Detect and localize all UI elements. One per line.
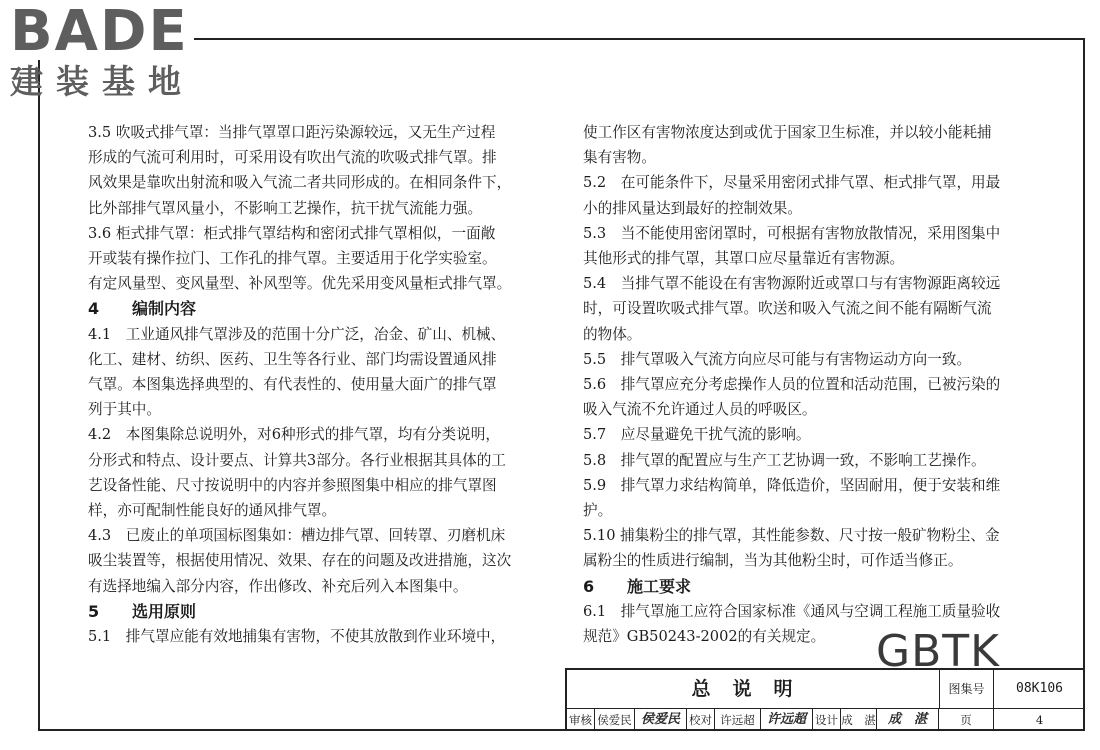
checker-name: 许远超	[715, 709, 761, 731]
section-heading	[88, 296, 558, 321]
paragraph: 5.3 当不能使用密闭罩时，可根据有害物放散情况，采用图集中 其他形式的排气罩，其罩口应尽量靠近有害物源。	[583, 224, 1001, 268]
section-number: 6	[583, 576, 595, 596]
paragraph: 4.1 工业通风排气罩涉及的范围十分广泛，冶金、矿山、机械、 化工、建材、纺织、医药、卫生等各行业、部门均需设置通风排 气罩。本图集选择典型的、有代表性的、使用量大面广的排气罩 列于其中。	[88, 325, 506, 419]
page-label: 页	[939, 709, 994, 731]
logo-subtitle: 建装基地	[10, 62, 194, 101]
paragraph: 6.1 排气罩施工应符合国家标准《通风与空调工程施工质量验收 规范》GB50243-2002的有关规定。	[583, 602, 1001, 646]
designer-signature: 成 湛	[877, 709, 939, 731]
paragraph: 5.5 排气罩吸入气流方向应尽可能与有害物运动方向一致。	[583, 350, 972, 368]
section-heading	[583, 574, 1043, 599]
section-heading	[88, 599, 558, 624]
paragraph: 4.3 已废止的单项国标图集如：槽边排气罩、回转罩、刃磨机床 吸尘装置等，根据使用情况、效果、存在的问题及改进措施，这次 有选择地编入部分内容，作出修改、补充后列入本图集中。	[88, 527, 512, 595]
paragraph: 5.7 应尽量避免干扰气流的影响。	[583, 426, 811, 444]
page-number: 4	[1035, 713, 1044, 727]
paragraph: 5.1 排气罩应能有效地捕集有害物，不使其放散到作业环境中，	[88, 628, 506, 646]
paragraph: 5.9 排气罩力求结构简单，降低造价，坚固耐用，便于安装和维 护。	[583, 476, 1001, 520]
paragraph: 5.2 在可能条件下，尽量采用密闭式排气罩、柜式排气罩，用最 小的排风量达到最好的控制效果。	[583, 174, 1001, 217]
paragraph: 5.6 排气罩应充分考虑操作人员的位置和活动范围，已被污染的 吸入气流不允许通过人员的呼吸区。	[583, 376, 1001, 419]
paragraph: 4.2 本图集除总说明外，对6种形式的排气罩，均有分类说明， 分形式和特点、设计要点、计算共3部分。各行业根据其具体的工 艺设备性能、尺寸按说明中的内容并参照图集中相应的排气罩图 样，亦可配制性能良好的通风排气罩。	[88, 426, 506, 520]
sheet-title: 总说明	[567, 670, 940, 708]
review-label: 审核	[567, 709, 595, 731]
section-title: 施工要求	[627, 576, 692, 596]
atlas-number-label: 图集号	[940, 670, 994, 708]
paragraph: 使工作区有害物浓度达到或优于国家卫生标准，并以较小能耗捕 集有害物。	[583, 124, 992, 167]
paragraph: 5.4 当排气罩不能设在有害物源附近或罩口与有害物源距离较远 时，可设置吹吸式排气罩。吹送和吸入气流之间不能有隔断气流 的物体。	[583, 275, 1001, 343]
title-block	[565, 668, 1085, 731]
section-title: 编制内容	[132, 299, 197, 319]
paragraph: 5.8 排气罩的配置应与生产工艺协调一致，不影响工艺操作。	[583, 451, 986, 469]
logo-brand: BADE	[10, 4, 194, 60]
atlas-number: 08K106	[1016, 681, 1063, 696]
checker-signature: 许远超	[761, 709, 813, 731]
paragraph: 3.6 柜式排气罩：柜式排气罩结构和密闭式排气罩相似，一面敞 开或装有操作拉门、工作孔的排气罩。主要适用于化学实验室。 有定风量型、变风量型、补风型等。优先采用变风量柜式排气罩。	[88, 224, 512, 293]
title-block-signature-row	[567, 709, 1085, 731]
paragraph: 5.10 捕集粉尘的排气罩，其性能参数、尺寸按一般矿物粉尘、金 属粉尘的性质进行编制，当为其他粉尘时，可作适当修正。	[583, 527, 1000, 570]
watermark: GBTK	[876, 626, 1001, 677]
left-text-column	[88, 120, 558, 649]
title-block-top-row	[567, 670, 1085, 709]
designer-name: 成 湛	[841, 709, 877, 731]
reviewer-signature: 侯爱民	[635, 709, 687, 731]
section-number: 5	[88, 601, 100, 621]
site-logo	[10, 0, 194, 102]
section-number: 4	[88, 299, 100, 319]
right-text-column	[583, 120, 1043, 649]
reviewer-name: 侯爱民	[595, 709, 635, 731]
paragraph: 3.5 吹吸式排气罩：当排气罩罩口距污染源较远，又无生产过程 形成的气流可利用时，可采用设有吹出气流的吹吸式排气罩。排 风效果是靠吹出射流和吸入气流二者共同形成的。在相同条件下， 比外部排气罩风量小，不影响工艺操作，抗干扰气流能力强。	[88, 124, 512, 217]
check-label: 校对	[687, 709, 715, 731]
design-label: 设计	[813, 709, 841, 731]
section-title: 选用原则	[132, 601, 197, 621]
